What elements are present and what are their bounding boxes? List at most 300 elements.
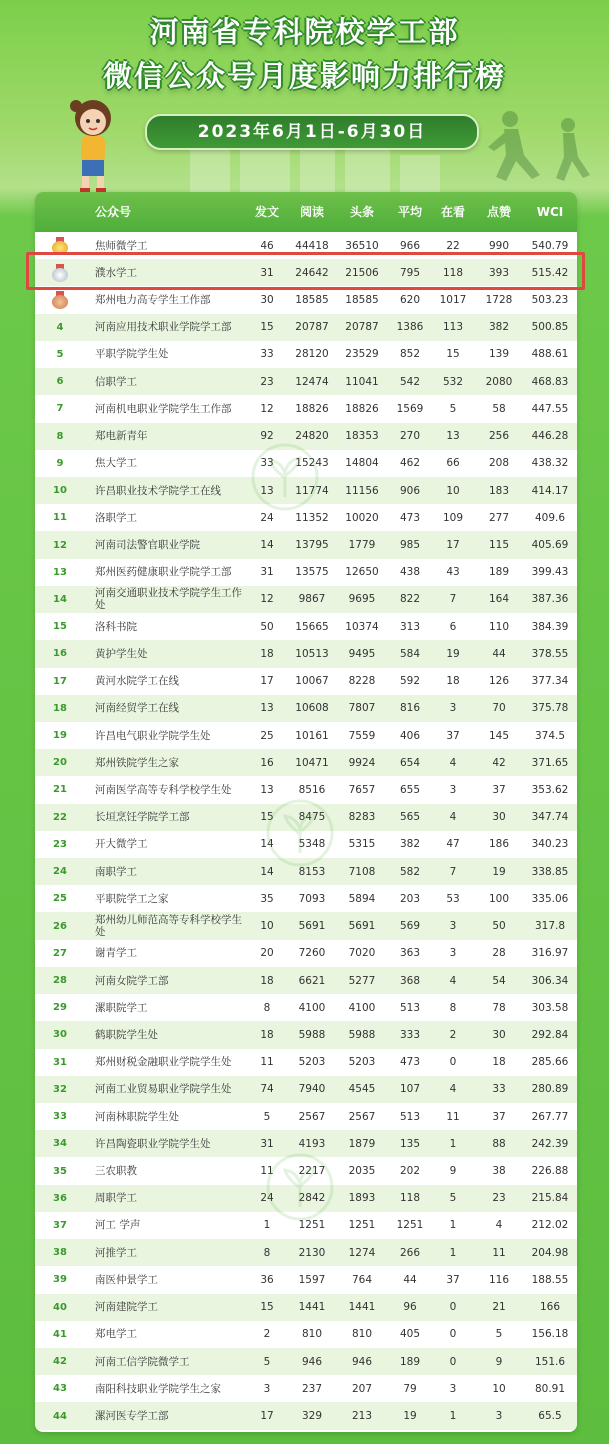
looking-count-cell: 109 bbox=[442, 511, 464, 524]
table-row bbox=[35, 531, 577, 558]
like-count-cell: 116 bbox=[488, 1273, 510, 1286]
read-count-cell: 12474 bbox=[295, 375, 329, 388]
read-count-cell: 7940 bbox=[298, 1083, 326, 1096]
like-count-cell: 70 bbox=[492, 702, 506, 715]
looking-count-cell: 1 bbox=[449, 1246, 457, 1259]
headline-read-cell: 7020 bbox=[348, 947, 376, 960]
looking-count-cell: 66 bbox=[446, 457, 460, 470]
wci-score-cell: 188.55 bbox=[531, 1273, 569, 1286]
wci-score-cell: 540.79 bbox=[531, 239, 569, 252]
read-count-cell: 10608 bbox=[295, 702, 329, 715]
headline-read-cell: 5691 bbox=[348, 920, 376, 933]
headline-read-cell: 4545 bbox=[348, 1083, 376, 1096]
wci-score-cell: 317.8 bbox=[534, 920, 566, 933]
like-count-cell: 50 bbox=[492, 920, 506, 933]
account-name-cell: 鹤职院学生处 bbox=[95, 1028, 158, 1041]
rank-number: 26 bbox=[53, 920, 67, 932]
looking-count-cell: 118 bbox=[442, 266, 464, 279]
rank-number: 19 bbox=[53, 730, 67, 742]
account-name-cell: 河南工信学院微学工 bbox=[95, 1355, 190, 1368]
post-count-cell: 10 bbox=[260, 920, 274, 933]
like-count-cell: 3 bbox=[495, 1410, 503, 1423]
post-count-cell: 15 bbox=[260, 321, 274, 334]
read-count-cell: 8516 bbox=[298, 783, 326, 796]
headline-read-cell: 810 bbox=[351, 1328, 373, 1341]
headline-read-cell: 4100 bbox=[348, 1001, 376, 1014]
average-read-cell: 620 bbox=[399, 294, 421, 307]
average-read-cell: 473 bbox=[399, 1056, 421, 1069]
wci-score-cell: 503.23 bbox=[531, 294, 569, 307]
rank-number: 25 bbox=[53, 893, 67, 905]
wci-score-cell: 347.74 bbox=[531, 811, 569, 824]
headline-read-cell: 18353 bbox=[345, 430, 379, 443]
table-row bbox=[35, 967, 577, 994]
like-count-cell: 110 bbox=[488, 620, 510, 633]
headline-read-cell: 5315 bbox=[348, 838, 376, 851]
average-read-cell: 822 bbox=[399, 593, 421, 606]
wci-score-cell: 292.84 bbox=[531, 1028, 569, 1041]
looking-count-cell: 3 bbox=[449, 1382, 457, 1395]
post-count-cell: 16 bbox=[260, 756, 274, 769]
column-header-average: 平均 bbox=[397, 205, 422, 219]
headline-read-cell: 1274 bbox=[348, 1246, 376, 1259]
post-count-cell: 30 bbox=[260, 294, 274, 307]
post-count-cell: 23 bbox=[260, 375, 274, 388]
post-count-cell: 12 bbox=[260, 593, 274, 606]
headline-read-cell: 5894 bbox=[348, 892, 376, 905]
rank-number: 41 bbox=[53, 1328, 67, 1340]
account-name-cell: 长垣烹饪学院学工部 bbox=[95, 811, 190, 824]
looking-count-cell: 53 bbox=[446, 892, 460, 905]
headline-read-cell: 21506 bbox=[345, 266, 379, 279]
like-count-cell: 277 bbox=[488, 511, 510, 524]
account-name-cell: 河南经贸学工在线 bbox=[95, 702, 179, 715]
like-count-cell: 382 bbox=[488, 321, 510, 334]
account-name-cell: 洛职学工 bbox=[95, 511, 137, 524]
average-read-cell: 406 bbox=[399, 729, 421, 742]
headline-read-cell: 7559 bbox=[348, 729, 376, 742]
rank-number: 18 bbox=[53, 702, 67, 714]
wci-score-cell: 267.77 bbox=[531, 1110, 569, 1123]
rank-number: 11 bbox=[53, 512, 67, 524]
wci-score-cell: 338.85 bbox=[531, 865, 569, 878]
post-count-cell: 92 bbox=[260, 430, 274, 443]
like-count-cell: 37 bbox=[492, 1110, 506, 1123]
headline-read-cell: 8283 bbox=[348, 811, 376, 824]
headline-read-cell: 1441 bbox=[348, 1301, 376, 1314]
looking-count-cell: 47 bbox=[446, 838, 460, 851]
read-count-cell: 18585 bbox=[295, 294, 329, 307]
wci-score-cell: 405.69 bbox=[531, 539, 569, 552]
average-read-cell: 270 bbox=[399, 430, 421, 443]
looking-count-cell: 18 bbox=[446, 675, 460, 688]
account-name-cell: 河南建院学工 bbox=[95, 1301, 158, 1314]
post-count-cell: 50 bbox=[260, 620, 274, 633]
read-count-cell: 946 bbox=[301, 1355, 323, 1368]
headline-read-cell: 7657 bbox=[348, 783, 376, 796]
table-row bbox=[35, 695, 577, 722]
post-count-cell: 12 bbox=[260, 402, 274, 415]
read-count-cell: 24820 bbox=[295, 430, 329, 443]
wci-score-cell: 446.28 bbox=[531, 430, 569, 443]
account-name-cell: 河南应用技术职业学院学工部 bbox=[95, 321, 232, 334]
table-row bbox=[35, 1021, 577, 1048]
average-read-cell: 368 bbox=[399, 974, 421, 987]
like-count-cell: 393 bbox=[488, 266, 510, 279]
wci-score-cell: 488.61 bbox=[531, 348, 569, 361]
read-count-cell: 20787 bbox=[295, 321, 329, 334]
read-count-cell: 237 bbox=[301, 1382, 323, 1395]
rank-number: 38 bbox=[53, 1247, 67, 1259]
looking-count-cell: 532 bbox=[442, 375, 464, 388]
wci-score-cell: 80.91 bbox=[534, 1382, 566, 1395]
average-read-cell: 542 bbox=[399, 375, 421, 388]
post-count-cell: 3 bbox=[263, 1382, 271, 1395]
like-count-cell: 37 bbox=[492, 783, 506, 796]
column-header-wci: WCI bbox=[536, 205, 564, 219]
wci-score-cell: 335.06 bbox=[531, 892, 569, 905]
looking-count-cell: 0 bbox=[449, 1056, 457, 1069]
wci-score-cell: 378.55 bbox=[531, 647, 569, 660]
rank-number: 27 bbox=[53, 947, 67, 959]
like-count-cell: 58 bbox=[492, 402, 506, 415]
read-count-cell: 1251 bbox=[298, 1219, 326, 1232]
account-name-cell: 濮水学工 bbox=[95, 266, 137, 279]
table-row bbox=[35, 314, 577, 341]
average-read-cell: 96 bbox=[403, 1301, 417, 1314]
average-read-cell: 1251 bbox=[396, 1219, 424, 1232]
average-read-cell: 906 bbox=[399, 484, 421, 497]
like-count-cell: 78 bbox=[492, 1001, 506, 1014]
post-count-cell: 14 bbox=[260, 865, 274, 878]
like-count-cell: 23 bbox=[492, 1192, 506, 1205]
looking-count-cell: 13 bbox=[446, 430, 460, 443]
read-count-cell: 1597 bbox=[298, 1273, 326, 1286]
read-count-cell: 5691 bbox=[298, 920, 326, 933]
like-count-cell: 208 bbox=[488, 457, 510, 470]
like-count-cell: 42 bbox=[492, 756, 506, 769]
average-read-cell: 592 bbox=[399, 675, 421, 688]
like-count-cell: 10 bbox=[492, 1382, 506, 1395]
read-count-cell: 4193 bbox=[298, 1137, 326, 1150]
column-header-reads: 阅读 bbox=[299, 205, 324, 219]
like-count-cell: 21 bbox=[492, 1301, 506, 1314]
rank-number: 16 bbox=[53, 648, 67, 660]
account-name-cell: 郑电新青年 bbox=[95, 430, 148, 443]
like-count-cell: 100 bbox=[488, 892, 510, 905]
account-name-cell: 郑州电力高专学生工作部 bbox=[95, 294, 211, 307]
headline-read-cell: 18826 bbox=[345, 402, 379, 415]
page-subtitle: 微信公众号月度影响力排行榜 bbox=[102, 59, 506, 93]
headline-read-cell: 23529 bbox=[345, 348, 379, 361]
wci-score-cell: 375.78 bbox=[531, 702, 569, 715]
rank-number: 7 bbox=[56, 403, 64, 415]
headline-read-cell: 213 bbox=[351, 1410, 373, 1423]
looking-count-cell: 5 bbox=[449, 402, 457, 415]
post-count-cell: 13 bbox=[260, 484, 274, 497]
wci-score-cell: 156.18 bbox=[531, 1328, 569, 1341]
looking-count-cell: 11 bbox=[446, 1110, 460, 1123]
average-read-cell: 462 bbox=[399, 457, 421, 470]
read-count-cell: 8153 bbox=[298, 865, 326, 878]
like-count-cell: 9 bbox=[495, 1355, 503, 1368]
like-count-cell: 54 bbox=[492, 974, 506, 987]
rank-number: 21 bbox=[53, 784, 67, 796]
read-count-cell: 7093 bbox=[298, 892, 326, 905]
wci-score-cell: 371.65 bbox=[531, 756, 569, 769]
post-count-cell: 8 bbox=[263, 1001, 271, 1014]
headline-read-cell: 5277 bbox=[348, 974, 376, 987]
headline-read-cell: 1779 bbox=[348, 539, 376, 552]
headline-read-cell: 5988 bbox=[348, 1028, 376, 1041]
table-row bbox=[35, 749, 577, 776]
read-count-cell: 2842 bbox=[298, 1192, 326, 1205]
looking-count-cell: 113 bbox=[442, 321, 464, 334]
wci-score-cell: 204.98 bbox=[531, 1246, 569, 1259]
account-name-cell: 河南司法警官职业学院 bbox=[95, 539, 200, 552]
looking-count-cell: 4 bbox=[449, 974, 457, 987]
wci-score-cell: 468.83 bbox=[531, 375, 569, 388]
runner-silhouette-icon bbox=[460, 105, 600, 200]
average-read-cell: 795 bbox=[399, 266, 421, 279]
post-count-cell: 33 bbox=[260, 348, 274, 361]
average-read-cell: 513 bbox=[399, 1001, 421, 1014]
headline-read-cell: 11041 bbox=[345, 375, 379, 388]
headline-read-cell: 946 bbox=[351, 1355, 373, 1368]
read-count-cell: 15243 bbox=[295, 457, 329, 470]
average-read-cell: 654 bbox=[399, 756, 421, 769]
headline-read-cell: 9924 bbox=[348, 756, 376, 769]
post-count-cell: 11 bbox=[260, 1165, 274, 1178]
account-name-cell: 河推学工 bbox=[95, 1246, 137, 1259]
headline-read-cell: 14804 bbox=[345, 457, 379, 470]
looking-count-cell: 9 bbox=[449, 1165, 457, 1178]
headline-read-cell: 764 bbox=[351, 1273, 373, 1286]
post-count-cell: 13 bbox=[260, 702, 274, 715]
looking-count-cell: 1 bbox=[449, 1219, 457, 1232]
like-count-cell: 5 bbox=[495, 1328, 503, 1341]
wci-score-cell: 409.6 bbox=[534, 511, 566, 524]
account-name-cell: 河南工业贸易职业学院学生处 bbox=[95, 1083, 232, 1096]
date-range-badge bbox=[145, 114, 479, 150]
average-read-cell: 513 bbox=[399, 1110, 421, 1123]
average-read-cell: 816 bbox=[399, 702, 421, 715]
account-name-cell: 河南医学高等专科学校学生处 bbox=[95, 783, 232, 796]
wci-score-cell: 65.5 bbox=[538, 1410, 562, 1423]
like-count-cell: 38 bbox=[492, 1165, 506, 1178]
like-count-cell: 30 bbox=[492, 811, 506, 824]
account-name-cell: 郑州铁院学生之家 bbox=[95, 756, 179, 769]
like-count-cell: 256 bbox=[488, 430, 510, 443]
read-count-cell: 24642 bbox=[295, 266, 329, 279]
column-header-headline: 头条 bbox=[349, 205, 374, 219]
looking-count-cell: 19 bbox=[446, 647, 460, 660]
rank-number: 17 bbox=[53, 675, 67, 687]
account-name-cell: 开大微学工 bbox=[95, 838, 148, 851]
post-count-cell: 8 bbox=[263, 1246, 271, 1259]
rank-number: 5 bbox=[56, 348, 64, 360]
like-count-cell: 44 bbox=[492, 647, 506, 660]
post-count-cell: 2 bbox=[263, 1328, 271, 1341]
table-header bbox=[35, 192, 577, 232]
table-row bbox=[35, 1239, 577, 1266]
like-count-cell: 126 bbox=[488, 675, 510, 688]
rank-number: 22 bbox=[53, 811, 67, 823]
column-header-posts: 发文 bbox=[254, 205, 279, 219]
post-count-cell: 18 bbox=[260, 1028, 274, 1041]
average-read-cell: 333 bbox=[399, 1028, 421, 1041]
table-row bbox=[35, 1321, 577, 1348]
account-name-cell: 郑州财税金融职业学院学生处 bbox=[95, 1056, 232, 1069]
read-count-cell: 10161 bbox=[295, 729, 329, 742]
read-count-cell: 10067 bbox=[295, 675, 329, 688]
wci-score-cell: 306.34 bbox=[531, 974, 569, 987]
like-count-cell: 186 bbox=[488, 838, 510, 851]
account-name-cell: 漯职院学工 bbox=[95, 1001, 148, 1014]
average-read-cell: 44 bbox=[403, 1273, 417, 1286]
post-count-cell: 36 bbox=[260, 1273, 274, 1286]
account-name-cell: 漯河医专学工部 bbox=[95, 1410, 169, 1423]
rank-number: 37 bbox=[53, 1219, 67, 1231]
like-count-cell: 990 bbox=[488, 239, 510, 252]
post-count-cell: 20 bbox=[260, 947, 274, 960]
headline-read-cell: 1251 bbox=[348, 1219, 376, 1232]
headline-read-cell: 8228 bbox=[348, 675, 376, 688]
average-read-cell: 473 bbox=[399, 511, 421, 524]
wci-score-cell: 384.39 bbox=[531, 620, 569, 633]
wci-score-cell: 215.84 bbox=[531, 1192, 569, 1205]
post-count-cell: 17 bbox=[260, 1410, 274, 1423]
read-count-cell: 5348 bbox=[298, 838, 326, 851]
like-count-cell: 2080 bbox=[485, 375, 513, 388]
like-count-cell: 189 bbox=[488, 566, 510, 579]
table-row bbox=[35, 1076, 577, 1103]
rank-number: 42 bbox=[53, 1356, 67, 1368]
table-row bbox=[35, 395, 577, 422]
rank-number: 39 bbox=[53, 1274, 67, 1286]
wci-score-cell: 285.66 bbox=[531, 1056, 569, 1069]
average-read-cell: 584 bbox=[399, 647, 421, 660]
average-read-cell: 582 bbox=[399, 865, 421, 878]
read-count-cell: 810 bbox=[301, 1328, 323, 1341]
read-count-cell: 6621 bbox=[298, 974, 326, 987]
account-name-cell: 郑电学工 bbox=[95, 1328, 137, 1341]
rank-number: 35 bbox=[53, 1165, 67, 1177]
post-count-cell: 31 bbox=[260, 566, 274, 579]
average-read-cell: 405 bbox=[399, 1328, 421, 1341]
read-count-cell: 2130 bbox=[298, 1246, 326, 1259]
column-header-account: 公众号 bbox=[95, 205, 132, 219]
headline-read-cell: 7807 bbox=[348, 702, 376, 715]
average-read-cell: 79 bbox=[403, 1382, 417, 1395]
looking-count-cell: 37 bbox=[446, 729, 460, 742]
looking-count-cell: 2 bbox=[449, 1028, 457, 1041]
looking-count-cell: 6 bbox=[449, 620, 457, 633]
post-count-cell: 18 bbox=[260, 974, 274, 987]
table-row bbox=[35, 559, 577, 586]
average-read-cell: 135 bbox=[399, 1137, 421, 1150]
headline-read-cell: 5203 bbox=[348, 1056, 376, 1069]
account-name-cell: 信职学工 bbox=[95, 375, 137, 388]
account-name-cell: 黄护学生处 bbox=[95, 647, 148, 660]
table-row bbox=[35, 586, 577, 613]
wci-score-cell: 387.36 bbox=[531, 593, 569, 606]
looking-count-cell: 37 bbox=[446, 1273, 460, 1286]
post-count-cell: 15 bbox=[260, 1301, 274, 1314]
rank-number: 31 bbox=[53, 1056, 67, 1068]
like-count-cell: 145 bbox=[488, 729, 510, 742]
bronze-medal-icon bbox=[52, 291, 68, 309]
read-count-cell: 2567 bbox=[298, 1110, 326, 1123]
cartoon-girl-icon bbox=[58, 88, 128, 198]
average-read-cell: 1569 bbox=[396, 402, 424, 415]
header-banner bbox=[0, 0, 609, 200]
read-count-cell: 4100 bbox=[298, 1001, 326, 1014]
table-row bbox=[35, 1266, 577, 1293]
looking-count-cell: 4 bbox=[449, 756, 457, 769]
looking-count-cell: 0 bbox=[449, 1355, 457, 1368]
rank-number: 29 bbox=[53, 1002, 67, 1014]
rank-number: 10 bbox=[53, 485, 67, 497]
post-count-cell: 13 bbox=[260, 783, 274, 796]
looking-count-cell: 17 bbox=[446, 539, 460, 552]
table-row bbox=[35, 640, 577, 667]
read-count-cell: 10471 bbox=[295, 756, 329, 769]
read-count-cell: 9867 bbox=[298, 593, 326, 606]
post-count-cell: 33 bbox=[260, 457, 274, 470]
average-read-cell: 985 bbox=[399, 539, 421, 552]
read-count-cell: 5203 bbox=[298, 1056, 326, 1069]
rank-number: 32 bbox=[53, 1083, 67, 1095]
like-count-cell: 19 bbox=[492, 865, 506, 878]
rank-number: 20 bbox=[53, 757, 67, 769]
rank-number: 14 bbox=[53, 593, 67, 605]
looking-count-cell: 22 bbox=[446, 239, 460, 252]
account-name-cell: 南职学工 bbox=[95, 865, 137, 878]
table-row bbox=[35, 912, 577, 939]
headline-read-cell: 10020 bbox=[345, 511, 379, 524]
rank-number: 33 bbox=[53, 1111, 67, 1123]
read-count-cell: 28120 bbox=[295, 348, 329, 361]
post-count-cell: 14 bbox=[260, 539, 274, 552]
headline-read-cell: 2035 bbox=[348, 1165, 376, 1178]
ranking-table bbox=[35, 192, 577, 1432]
headline-read-cell: 36510 bbox=[345, 239, 379, 252]
sprout-watermark-icon bbox=[250, 442, 320, 512]
looking-count-cell: 1 bbox=[449, 1137, 457, 1150]
bronze-medal-icon bbox=[35, 286, 85, 313]
looking-count-cell: 0 bbox=[449, 1301, 457, 1314]
rank-number: 13 bbox=[53, 566, 67, 578]
read-count-cell: 11352 bbox=[295, 511, 329, 524]
rank-number: 8 bbox=[56, 430, 64, 442]
average-read-cell: 565 bbox=[399, 811, 421, 824]
account-name-cell: 河南林职院学生处 bbox=[95, 1110, 179, 1123]
looking-count-cell: 7 bbox=[449, 865, 457, 878]
average-read-cell: 266 bbox=[399, 1246, 421, 1259]
account-name-cell: 河南机电职业学院学生工作部 bbox=[95, 402, 232, 415]
wci-score-cell: 500.85 bbox=[531, 321, 569, 334]
headline-read-cell: 11156 bbox=[345, 484, 379, 497]
read-count-cell: 8475 bbox=[298, 811, 326, 824]
account-name-cell: 河工 学声 bbox=[95, 1219, 141, 1232]
average-read-cell: 189 bbox=[399, 1355, 421, 1368]
account-name-cell: 许昌陶瓷职业学院学生处 bbox=[95, 1137, 211, 1150]
wci-score-cell: 166 bbox=[539, 1301, 561, 1314]
wci-score-cell: 438.32 bbox=[531, 457, 569, 470]
account-name-cell: 三农职教 bbox=[95, 1165, 137, 1178]
looking-count-cell: 1017 bbox=[439, 294, 467, 307]
